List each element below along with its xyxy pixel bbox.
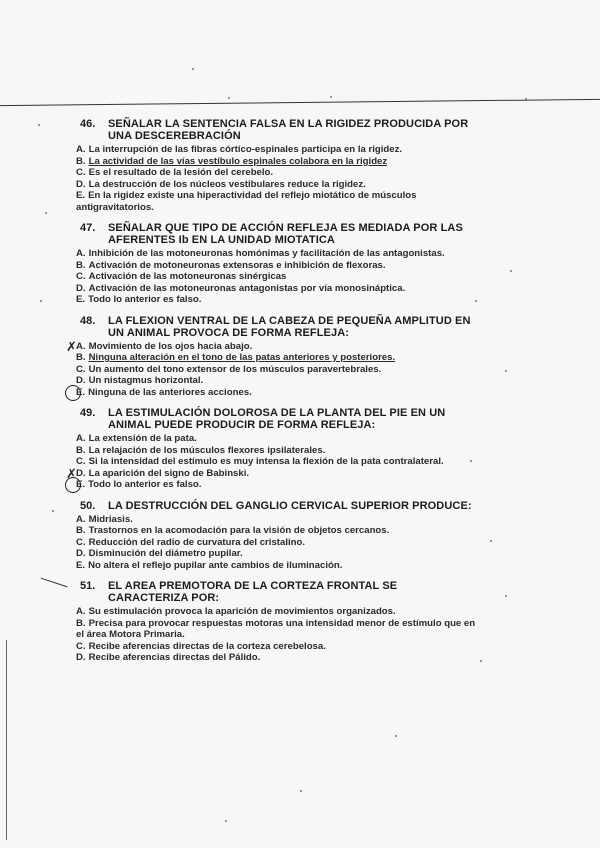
option-a bbox=[72, 606, 477, 618]
option-letter: B. bbox=[76, 352, 86, 363]
question-48 bbox=[66, 314, 477, 399]
option-text: La destrucción de los núcleos vestibulares reduce la rigidez. bbox=[88, 178, 366, 190]
option-text: Un nistagmus horizontal. bbox=[88, 375, 204, 386]
option-b bbox=[72, 445, 477, 457]
option-a bbox=[72, 433, 477, 445]
option-d bbox=[72, 283, 477, 295]
answer-circle bbox=[65, 385, 81, 401]
question-list bbox=[66, 118, 477, 673]
option-text: En la rigidez existe una hiperactividad del reflejo miotático de músculos antigravitatorios. bbox=[76, 190, 417, 213]
option-text: Recibe aferencias directas del Pálido. bbox=[88, 652, 261, 663]
option-text: La extensión de la pata. bbox=[88, 433, 197, 444]
option-text: Activación de las motoneuronas antagonistas por vía monosináptica. bbox=[88, 282, 406, 294]
option-b bbox=[72, 156, 477, 168]
option-d bbox=[66, 465, 477, 481]
option-letter: E. bbox=[76, 294, 86, 305]
option-b bbox=[72, 525, 477, 537]
option-letter: D. bbox=[76, 467, 86, 479]
option-letter: A. bbox=[76, 433, 86, 444]
option-text: Todo lo anterior es falso. bbox=[88, 479, 202, 490]
option-letter: A. bbox=[76, 606, 86, 617]
option-letter: C. bbox=[76, 167, 86, 178]
option-b bbox=[72, 260, 477, 272]
option-letter: A. bbox=[76, 248, 86, 259]
question-text: EL AREA PREMOTORA DE LA CORTEZA FRONTAL SE CARACTERIZA POR: bbox=[108, 580, 398, 604]
cross-mark: ✗ bbox=[66, 465, 77, 481]
question-text: LA DESTRUCCIÓN DEL GANGLIO CERVICAL SUPERIOR PRODUCE: bbox=[108, 499, 472, 512]
option-e bbox=[72, 387, 477, 399]
option-text: Disminución del diámetro pupilar. bbox=[88, 548, 243, 559]
option-letter: D. bbox=[76, 178, 86, 190]
option-c bbox=[72, 271, 477, 283]
option-text: Movimiento de los ojos hacia abajo. bbox=[88, 340, 253, 352]
option-d bbox=[72, 548, 477, 560]
option-text: Su estimulación provoca la aparición de movimientos organizados. bbox=[88, 606, 396, 617]
option-text: Midriasis. bbox=[88, 513, 133, 525]
option-d bbox=[72, 375, 477, 387]
option-text: Reducción del radio de curvatura del cristalino. bbox=[88, 536, 306, 548]
option-text: Activación de motoneuronas extensoras e inhibición de flexoras. bbox=[88, 259, 386, 271]
option-letter: D. bbox=[76, 375, 86, 386]
option-letter: E. bbox=[76, 386, 86, 398]
option-c bbox=[72, 456, 477, 468]
option-letter: C. bbox=[76, 456, 86, 467]
question-number: 51. bbox=[80, 580, 96, 592]
option-text: Precisa para provocar respuestas motoras una intensidad menor de estímulo que en el área Motora Primaria. bbox=[76, 617, 476, 640]
header-rule bbox=[0, 99, 600, 108]
option-text: La relajación de los músculos flexores ipsilaterales. bbox=[88, 444, 326, 456]
question-50 bbox=[72, 500, 477, 572]
question-number: 47. bbox=[80, 222, 96, 234]
option-a bbox=[66, 338, 477, 354]
option-text: Trastornos en la acomodación para la visión de objetos cercanos. bbox=[88, 525, 390, 536]
option-letter: A. bbox=[76, 340, 86, 352]
option-letter: D. bbox=[76, 548, 86, 559]
option-letter: E. bbox=[76, 190, 86, 201]
option-c bbox=[72, 537, 477, 549]
option-text: Si la intensidad del estímulo es muy intensa la flexión de la pata contralateral. bbox=[88, 456, 444, 467]
option-letter: C. bbox=[76, 363, 86, 375]
option-a bbox=[72, 248, 477, 260]
option-a bbox=[72, 514, 477, 526]
question-number: 46. bbox=[80, 118, 96, 130]
question-49 bbox=[66, 407, 477, 491]
option-text: La interrupción de las fibras córtico-espinales participa en la rigidez. bbox=[88, 144, 403, 155]
option-text: Inhibición de las motoneuronas homónimas y facilitación de las antagonistas. bbox=[88, 248, 445, 259]
option-letter: C. bbox=[76, 271, 86, 282]
margin-line bbox=[6, 640, 9, 840]
option-letter: B. bbox=[76, 617, 86, 629]
option-a bbox=[72, 144, 477, 156]
option-letter: D. bbox=[76, 282, 86, 294]
option-letter: B. bbox=[76, 259, 86, 271]
option-letter: B. bbox=[76, 444, 86, 456]
option-text: La actividad de las vías vestíbulo espinales colabora en la rigidez bbox=[88, 155, 388, 167]
option-d bbox=[72, 652, 477, 664]
option-text: Un aumento del tono extensor de los músculos paravertebrales. bbox=[88, 363, 382, 375]
option-c bbox=[72, 167, 477, 179]
option-text: Activación de las motoneuronas sinérgicas bbox=[88, 271, 287, 282]
cross-mark: ✗ bbox=[66, 338, 77, 354]
option-letter: B. bbox=[76, 155, 86, 167]
answer-circle bbox=[65, 477, 81, 493]
option-letter: E. bbox=[76, 559, 86, 571]
option-letter: C. bbox=[76, 640, 86, 652]
option-text: Todo lo anterior es falso. bbox=[88, 294, 202, 305]
question-text: LA FLEXION VENTRAL DE LA CABEZA DE PEQUEÑA AMPLITUD EN UN ANIMAL PROVOCA DE FORMA REFLEJA: bbox=[108, 314, 471, 339]
option-letter: C. bbox=[76, 536, 86, 548]
question-text: LA ESTIMULACIÓN DOLOROSA DE LA PLANTA DEL PIE EN UN ANIMAL PUEDE PRODUCIR DE FORMA REFLEJA: bbox=[108, 407, 446, 431]
question-51 bbox=[72, 580, 477, 664]
question-number: 49. bbox=[80, 407, 96, 419]
option-e bbox=[72, 479, 477, 491]
question-text: SEÑALAR LA SENTENCIA FALSA EN LA RIGIDEZ PRODUCIDA POR UNA DESCEREBRACIÓN bbox=[108, 118, 469, 142]
question-number: 50. bbox=[80, 499, 96, 512]
option-letter: D. bbox=[76, 652, 86, 663]
option-c bbox=[72, 641, 477, 653]
option-c bbox=[72, 364, 477, 376]
question-number: 48. bbox=[80, 314, 96, 327]
option-text: No altera el reflejo pupilar ante cambios de iluminación. bbox=[88, 559, 343, 571]
option-letter: B. bbox=[76, 525, 86, 536]
option-text: La aparición del signo de Babinski. bbox=[88, 467, 250, 479]
option-text: Recibe aferencias directas de la corteza cerebelosa. bbox=[88, 640, 326, 652]
option-text: Ninguna de las anteriores acciones. bbox=[88, 386, 252, 398]
pen-mark bbox=[40, 578, 67, 589]
option-b bbox=[72, 618, 477, 641]
option-d bbox=[72, 179, 477, 191]
option-letter: E. bbox=[76, 479, 86, 490]
option-e bbox=[72, 294, 477, 306]
option-text: Ninguna alteración en el tono de las patas anteriores y posteriores. bbox=[88, 352, 396, 363]
option-e bbox=[72, 190, 477, 213]
option-e bbox=[72, 560, 477, 572]
option-b bbox=[72, 352, 477, 364]
option-text: Es el resultado de la lesión del cerebelo. bbox=[88, 167, 274, 178]
option-letter: A. bbox=[76, 144, 86, 155]
question-47 bbox=[72, 222, 477, 306]
option-letter: A. bbox=[76, 513, 86, 525]
question-text: SEÑALAR QUE TIPO DE ACCIÓN REFLEJA ES MEDIADA POR LAS AFERENTES Ib EN LA UNIDAD MIOTATICA bbox=[108, 222, 463, 246]
question-46 bbox=[72, 118, 477, 213]
